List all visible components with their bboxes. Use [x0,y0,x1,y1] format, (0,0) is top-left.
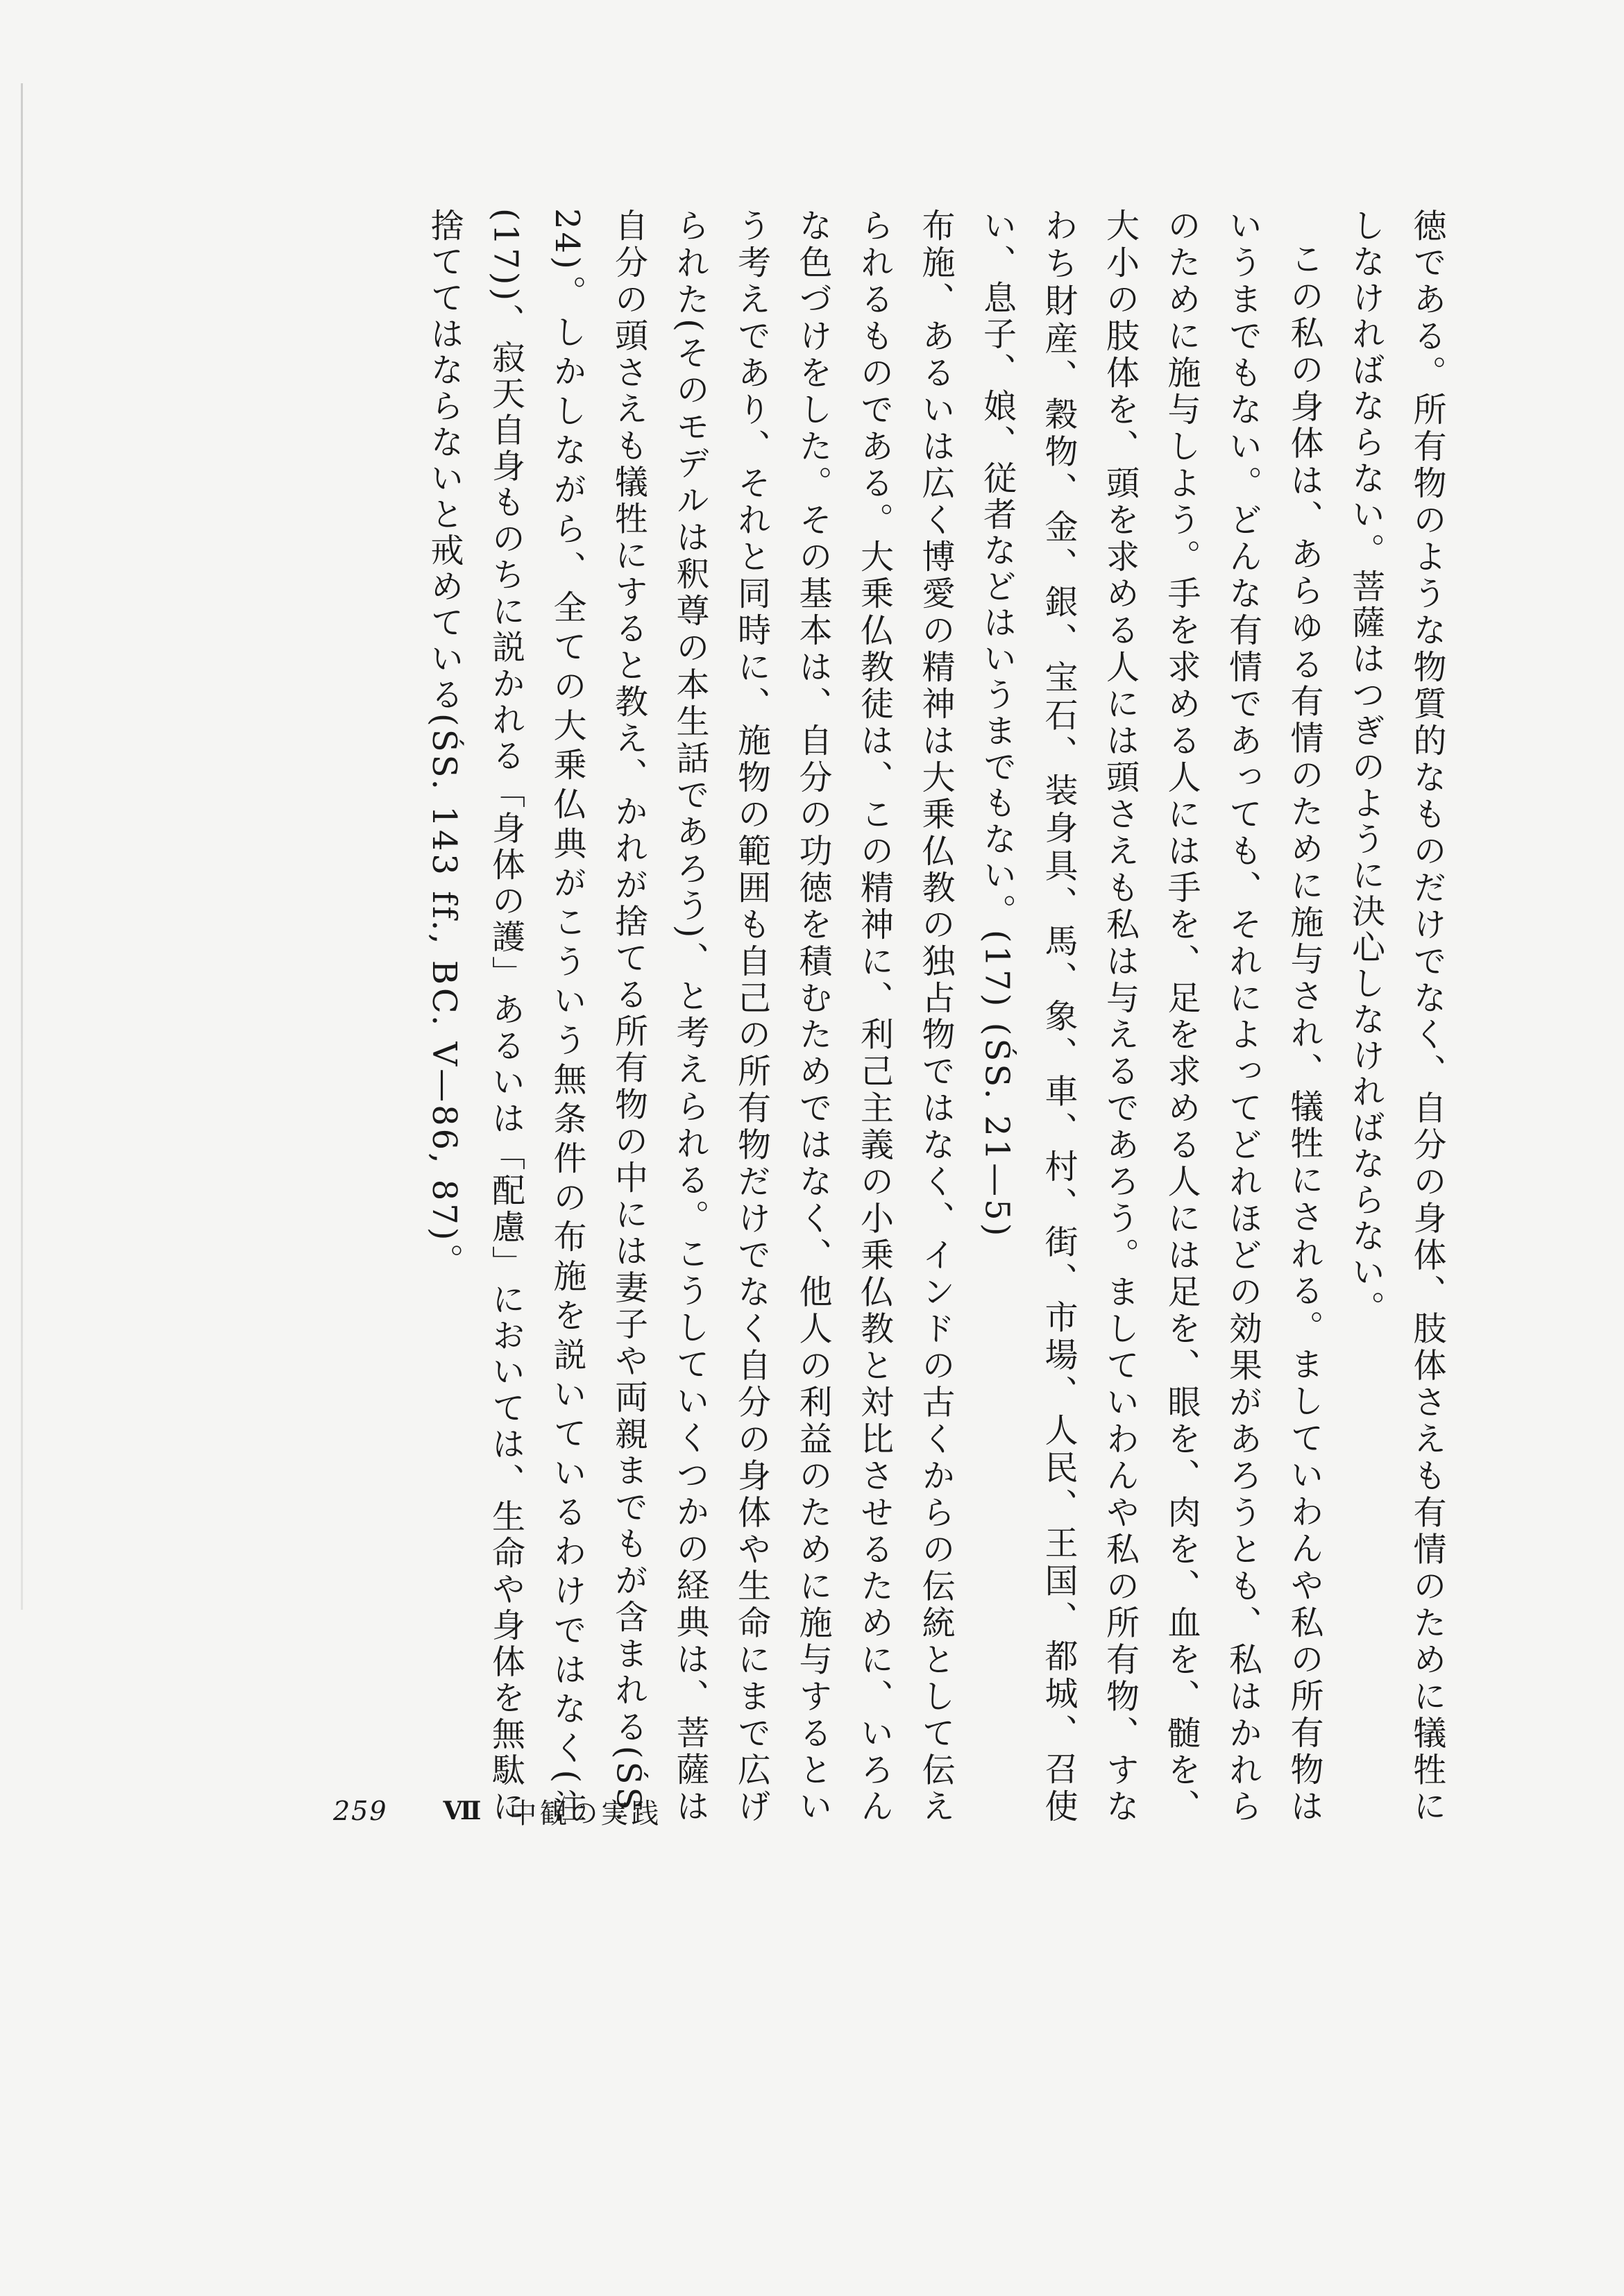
paragraph-3: 布施、あるいは広く博愛の精神は大乗仏教の独占物ではなく、インドの古くからの伝統として伝えられるものである。大乗仏教徒は、この精神に、利己主義の小乗仏教と対比させるために、いろんな色づけをした。その基本は、自分の功徳を積むためではなく、他人の利益のために施与するという考えであり、それと同時に、施物の範囲も自己の所有物だけでなく自分の身体や生命にまで広げられた(そのモデルは釈尊の本生話であろう)、と考えられる。こうしていくつかの経典は、菩薩は自分の頭さえも犠牲にすると教え、かれが捨てる所有物の中には妻子や両親までもが含まれる(ŚS. 24)。しかしながら、全ての大乗仏典がこういう無条件の布施を説いているわけではなく(注(17))、寂天自身ものちに説かれる「身体の護」あるいは「配慮」においては、生命や身体を無駄に捨ててはならないと戒めている(ŚS. 143 ff., BC. V—86, 87)。 [425,208,955,1826]
chapter-title: 中観の実践 [509,1797,662,1830]
paragraph-2: この私の身体は、あらゆる有情のために施与され、犠牲にされる。ましていわんや私の所有物はいうまでもない。どんな有情であっても、それによってどれほどの効果があろうとも、私はかれらのために施与しよう。手を求める人には手を、足を求める人には足を、眼を、肉を、血を、髄を、大小の肢体を、頭を求める人には頭さえも私は与えるであろう。ましていわんや私の所有物、すなわち財産、穀物、金、銀、宝石、装身具、馬、象、車、村、街、市場、人民、王国、都城、召使い、息子、娘、従者などはいうまでもない。(17) (ŚS. 21—5) [977,208,1323,1825]
chapter-numeral: Ⅶ [443,1796,482,1826]
binding-shadow [21,83,23,1610]
page-number: 259 [333,1796,388,1826]
paragraph-1: 徳である。所有物のような物質的なものだけでなく、自分の身体、肢体さえも有情のために犠牲にしなければならない。菩薩はつぎのように決心しなければならない。 [1346,208,1446,1825]
page-footer [333,1790,661,1832]
